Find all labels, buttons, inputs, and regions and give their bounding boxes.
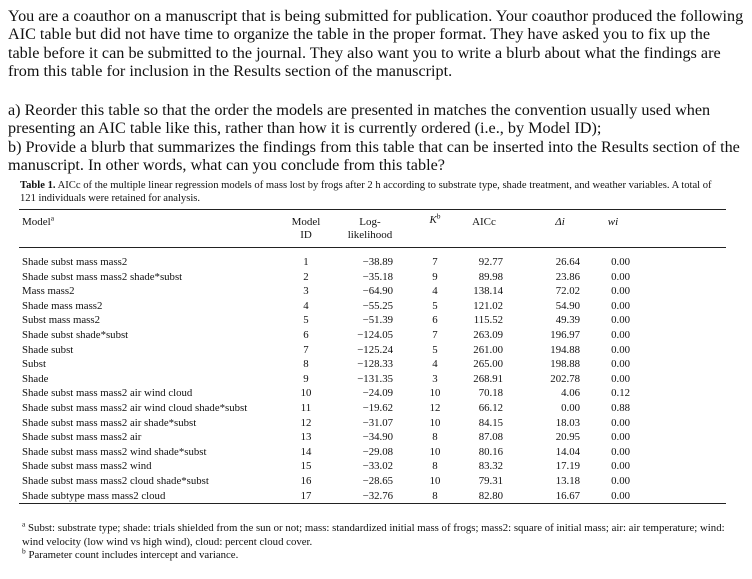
cell-k: 8 [432, 489, 438, 502]
cell-model: Shade subst mass mass2 wind [22, 460, 152, 473]
cell-aicc: 263.09 [473, 329, 503, 341]
cell-log-likelihood: −64.90 [362, 285, 393, 298]
cell-delta: 194.88 [550, 343, 580, 356]
cell-model-id: 2 [303, 270, 309, 283]
cell-model-id: 6 [303, 329, 309, 341]
header-weight-label: wi [607, 216, 619, 228]
cell-weight: 0.00 [611, 372, 630, 385]
header-delta-label: Δi [555, 216, 565, 228]
footnote-a [22, 519, 727, 549]
cell-model: Shade mass mass2 [22, 299, 103, 312]
cell-weight: 0.00 [611, 314, 630, 327]
table-row [0, 358, 752, 371]
cell-log-likelihood: −19.62 [362, 402, 393, 414]
table-row [0, 490, 752, 503]
cell-aicc: 80.16 [478, 445, 503, 458]
cell-weight: 0.00 [611, 416, 630, 429]
cell-model: Shade subst mass mass2 air wind cloud [22, 387, 193, 400]
cell-k: 5 [432, 343, 438, 356]
cell-model: Shade subst shade*subst [22, 329, 129, 341]
cell-aicc: 92.77 [478, 256, 503, 268]
cell-k: 7 [432, 256, 438, 268]
footnote-b [22, 546, 727, 563]
table-caption-label: Table 1. [20, 180, 56, 191]
cell-aicc: 83.32 [478, 460, 503, 473]
cell-model-id: 9 [303, 372, 309, 385]
header-model-id [285, 216, 327, 242]
cell-delta: 26.64 [555, 256, 580, 268]
header-delta [540, 216, 580, 229]
cell-aicc: 82.80 [478, 489, 503, 502]
cell-model-id: 16 [300, 475, 312, 487]
table-bottom-rule [19, 503, 726, 504]
cell-weight: 0.00 [611, 358, 630, 371]
cell-model: Mass mass2 [22, 285, 75, 298]
cell-weight: 0.00 [611, 343, 630, 356]
header-model-id-line1: Model [291, 216, 321, 228]
cell-delta: 49.39 [555, 314, 580, 327]
cell-delta: 202.78 [550, 372, 580, 385]
header-model-id-line2: ID [300, 229, 312, 241]
cell-model: Shade subst mass mass2 air shade*subst [22, 416, 197, 429]
cell-weight: 0.00 [611, 270, 630, 283]
cell-model-id: 12 [300, 416, 312, 429]
cell-model: Shade subtype mass mass2 cloud [22, 489, 166, 502]
cell-log-likelihood: −128.33 [357, 358, 393, 371]
header-k [420, 211, 450, 227]
cell-aicc: 70.18 [478, 387, 503, 400]
cell-k: 3 [432, 372, 438, 385]
footnote-a-text: Subst: substrate type; shade: trials shielded from the sun or not; mass: standardized initial mass of frogs; mass2: square of initial mass; air: air temperature; wind: wind velocity (low wind vs high wind), cloud: percent cloud cover. [22, 522, 725, 548]
cell-weight: 0.00 [611, 460, 630, 473]
cell-k: 10 [429, 387, 441, 400]
cell-model: Subst [22, 358, 47, 371]
cell-delta: 14.04 [555, 445, 580, 458]
table-top-rule [19, 209, 726, 210]
cell-delta: 23.86 [555, 270, 580, 283]
cell-weight: 0.00 [611, 475, 630, 487]
cell-aicc: 121.02 [473, 299, 503, 312]
cell-aicc: 261.00 [473, 343, 503, 356]
header-loglik-line2: likelihood [347, 229, 393, 241]
cell-k: 4 [432, 285, 438, 298]
cell-weight: 0.12 [611, 387, 630, 400]
cell-log-likelihood: −34.90 [362, 431, 393, 444]
header-model-label: Model [22, 216, 51, 228]
cell-aicc: 89.98 [478, 270, 503, 283]
cell-model-id: 10 [300, 387, 312, 400]
cell-weight: 0.88 [611, 402, 630, 414]
cell-k: 10 [429, 416, 441, 429]
cell-model-id: 3 [303, 285, 309, 298]
footnote-a-mark: a [22, 519, 26, 529]
cell-aicc: 87.08 [478, 431, 503, 444]
table-row [0, 314, 752, 327]
cell-model: Shade subst mass mass2 shade*subst [22, 270, 183, 283]
cell-delta: 16.67 [555, 489, 580, 502]
cell-model: Shade subst mass mass2 air [22, 431, 142, 444]
cell-delta: 198.88 [550, 358, 580, 371]
cell-model: Shade subst [22, 343, 74, 356]
cell-weight: 0.00 [611, 299, 630, 312]
cell-k: 9 [432, 270, 438, 283]
table-row [0, 256, 752, 269]
cell-model: Shade subst mass mass2 wind shade*subst [22, 445, 207, 458]
table-row [0, 387, 752, 400]
cell-model-id: 1 [303, 256, 309, 268]
cell-weight: 0.00 [611, 285, 630, 298]
cell-log-likelihood: −28.65 [362, 475, 393, 487]
table-row [0, 460, 752, 473]
table-caption [20, 179, 725, 205]
table-row [0, 475, 752, 488]
cell-log-likelihood: −24.09 [362, 387, 393, 400]
cell-aicc: 115.52 [473, 314, 503, 327]
cell-model-id: 17 [300, 489, 312, 502]
cell-k: 6 [432, 314, 438, 327]
cell-delta: 20.95 [555, 431, 580, 444]
footnote-b-mark: b [22, 546, 26, 556]
cell-delta: 196.97 [550, 329, 580, 341]
cell-aicc: 79.31 [478, 475, 503, 487]
cell-weight: 0.00 [611, 329, 630, 341]
cell-log-likelihood: −55.25 [362, 299, 393, 312]
cell-weight: 0.00 [611, 256, 630, 268]
cell-aicc: 138.14 [473, 285, 503, 298]
cell-weight: 0.00 [611, 431, 630, 444]
cell-log-likelihood: −131.35 [357, 372, 393, 385]
cell-delta: 18.03 [555, 416, 580, 429]
cell-delta: 17.19 [555, 460, 580, 473]
question-part-a: a) Reorder this table so that the order the models are presented in matches the convention usually used when presenting an AIC table like this, rather than how it is currently ordered (i.e., by Model ID); [8, 101, 711, 138]
cell-model-id: 7 [303, 343, 309, 356]
cell-weight: 0.00 [611, 489, 630, 502]
cell-log-likelihood: −35.18 [362, 270, 393, 283]
header-weight [595, 216, 631, 229]
cell-delta: 0.00 [561, 402, 580, 414]
table-header-rule [19, 247, 726, 248]
header-model-footnote-mark: a [50, 213, 55, 223]
cell-model-id: 14 [300, 445, 312, 458]
table-row [0, 402, 752, 415]
cell-k: 4 [432, 358, 438, 371]
cell-model-id: 13 [300, 431, 312, 444]
cell-log-likelihood: −32.76 [362, 489, 393, 502]
cell-model: Subst mass mass2 [22, 314, 100, 327]
header-model [22, 213, 55, 229]
cell-model: Shade [22, 372, 49, 385]
header-k-label: K [429, 214, 437, 226]
cell-model: Shade subst mass mass2 air wind cloud shade*subst [22, 402, 248, 414]
cell-k: 5 [432, 299, 438, 312]
cell-delta: 13.18 [555, 475, 580, 487]
table-row [0, 300, 752, 313]
cell-delta: 4.06 [561, 387, 580, 400]
cell-delta: 54.90 [555, 299, 580, 312]
cell-model-id: 8 [303, 358, 309, 371]
cell-model-id: 15 [300, 460, 312, 473]
cell-k: 12 [429, 402, 441, 414]
cell-weight: 0.00 [611, 445, 630, 458]
table-row [0, 344, 752, 357]
cell-log-likelihood: −125.24 [357, 343, 393, 356]
footnote-b-text: Parameter count includes intercept and variance. [28, 549, 239, 561]
table-row [0, 417, 752, 430]
cell-k: 7 [432, 329, 438, 341]
question-part-b: b) Provide a blurb that summarizes the findings from this table that can be inserted into the Results section of the manuscript. In other words, what can you conclude from this table? [8, 138, 740, 175]
table-row [0, 271, 752, 284]
cell-log-likelihood: −29.08 [362, 445, 393, 458]
cell-aicc: 265.00 [473, 358, 503, 371]
table-row [0, 446, 752, 459]
header-loglik-line1: Log- [359, 216, 381, 228]
cell-log-likelihood: −31.07 [362, 416, 393, 429]
cell-log-likelihood: −33.02 [362, 460, 393, 473]
cell-aicc: 268.91 [473, 372, 503, 385]
question-intro: You are a coauthor on a manuscript that is being submitted for publication. Your coauthor produced the following AIC table but did not have time to organize the table in the proper format. They have asked you to fix up the table before it can be submitted to the journal. They also want you to write a blurb about what the findings are from this table for inclusion in the Results section of the manuscript. [8, 7, 744, 81]
table-row [0, 431, 752, 444]
cell-k: 10 [429, 445, 441, 458]
table-row [0, 285, 752, 298]
header-log-likelihood [338, 216, 402, 242]
cell-log-likelihood: −124.05 [357, 329, 393, 341]
cell-k: 8 [432, 460, 438, 473]
cell-k: 10 [429, 475, 441, 487]
table-row [0, 329, 752, 342]
header-aicc: AICc [472, 216, 496, 228]
cell-aicc: 84.15 [478, 416, 503, 429]
table-row [0, 373, 752, 386]
cell-log-likelihood: −38.89 [362, 256, 393, 268]
cell-delta: 72.02 [555, 285, 580, 298]
header-k-footnote-mark: b [436, 211, 441, 221]
cell-model-id: 4 [303, 299, 309, 312]
cell-aicc: 66.12 [478, 402, 503, 414]
table-caption-text: AICc of the multiple linear regression models of mass lost by frogs after 2 h according to substrate type, shade treatment, and weather variables. A total of 121 individuals were retained for analysis. [20, 180, 712, 204]
cell-k: 8 [432, 431, 438, 444]
cell-model: Shade subst mass mass2 cloud shade*subst [22, 475, 209, 487]
cell-model-id: 11 [300, 402, 312, 414]
cell-log-likelihood: −51.39 [362, 314, 393, 327]
cell-model: Shade subst mass mass2 [22, 256, 128, 268]
cell-model-id: 5 [303, 314, 309, 327]
